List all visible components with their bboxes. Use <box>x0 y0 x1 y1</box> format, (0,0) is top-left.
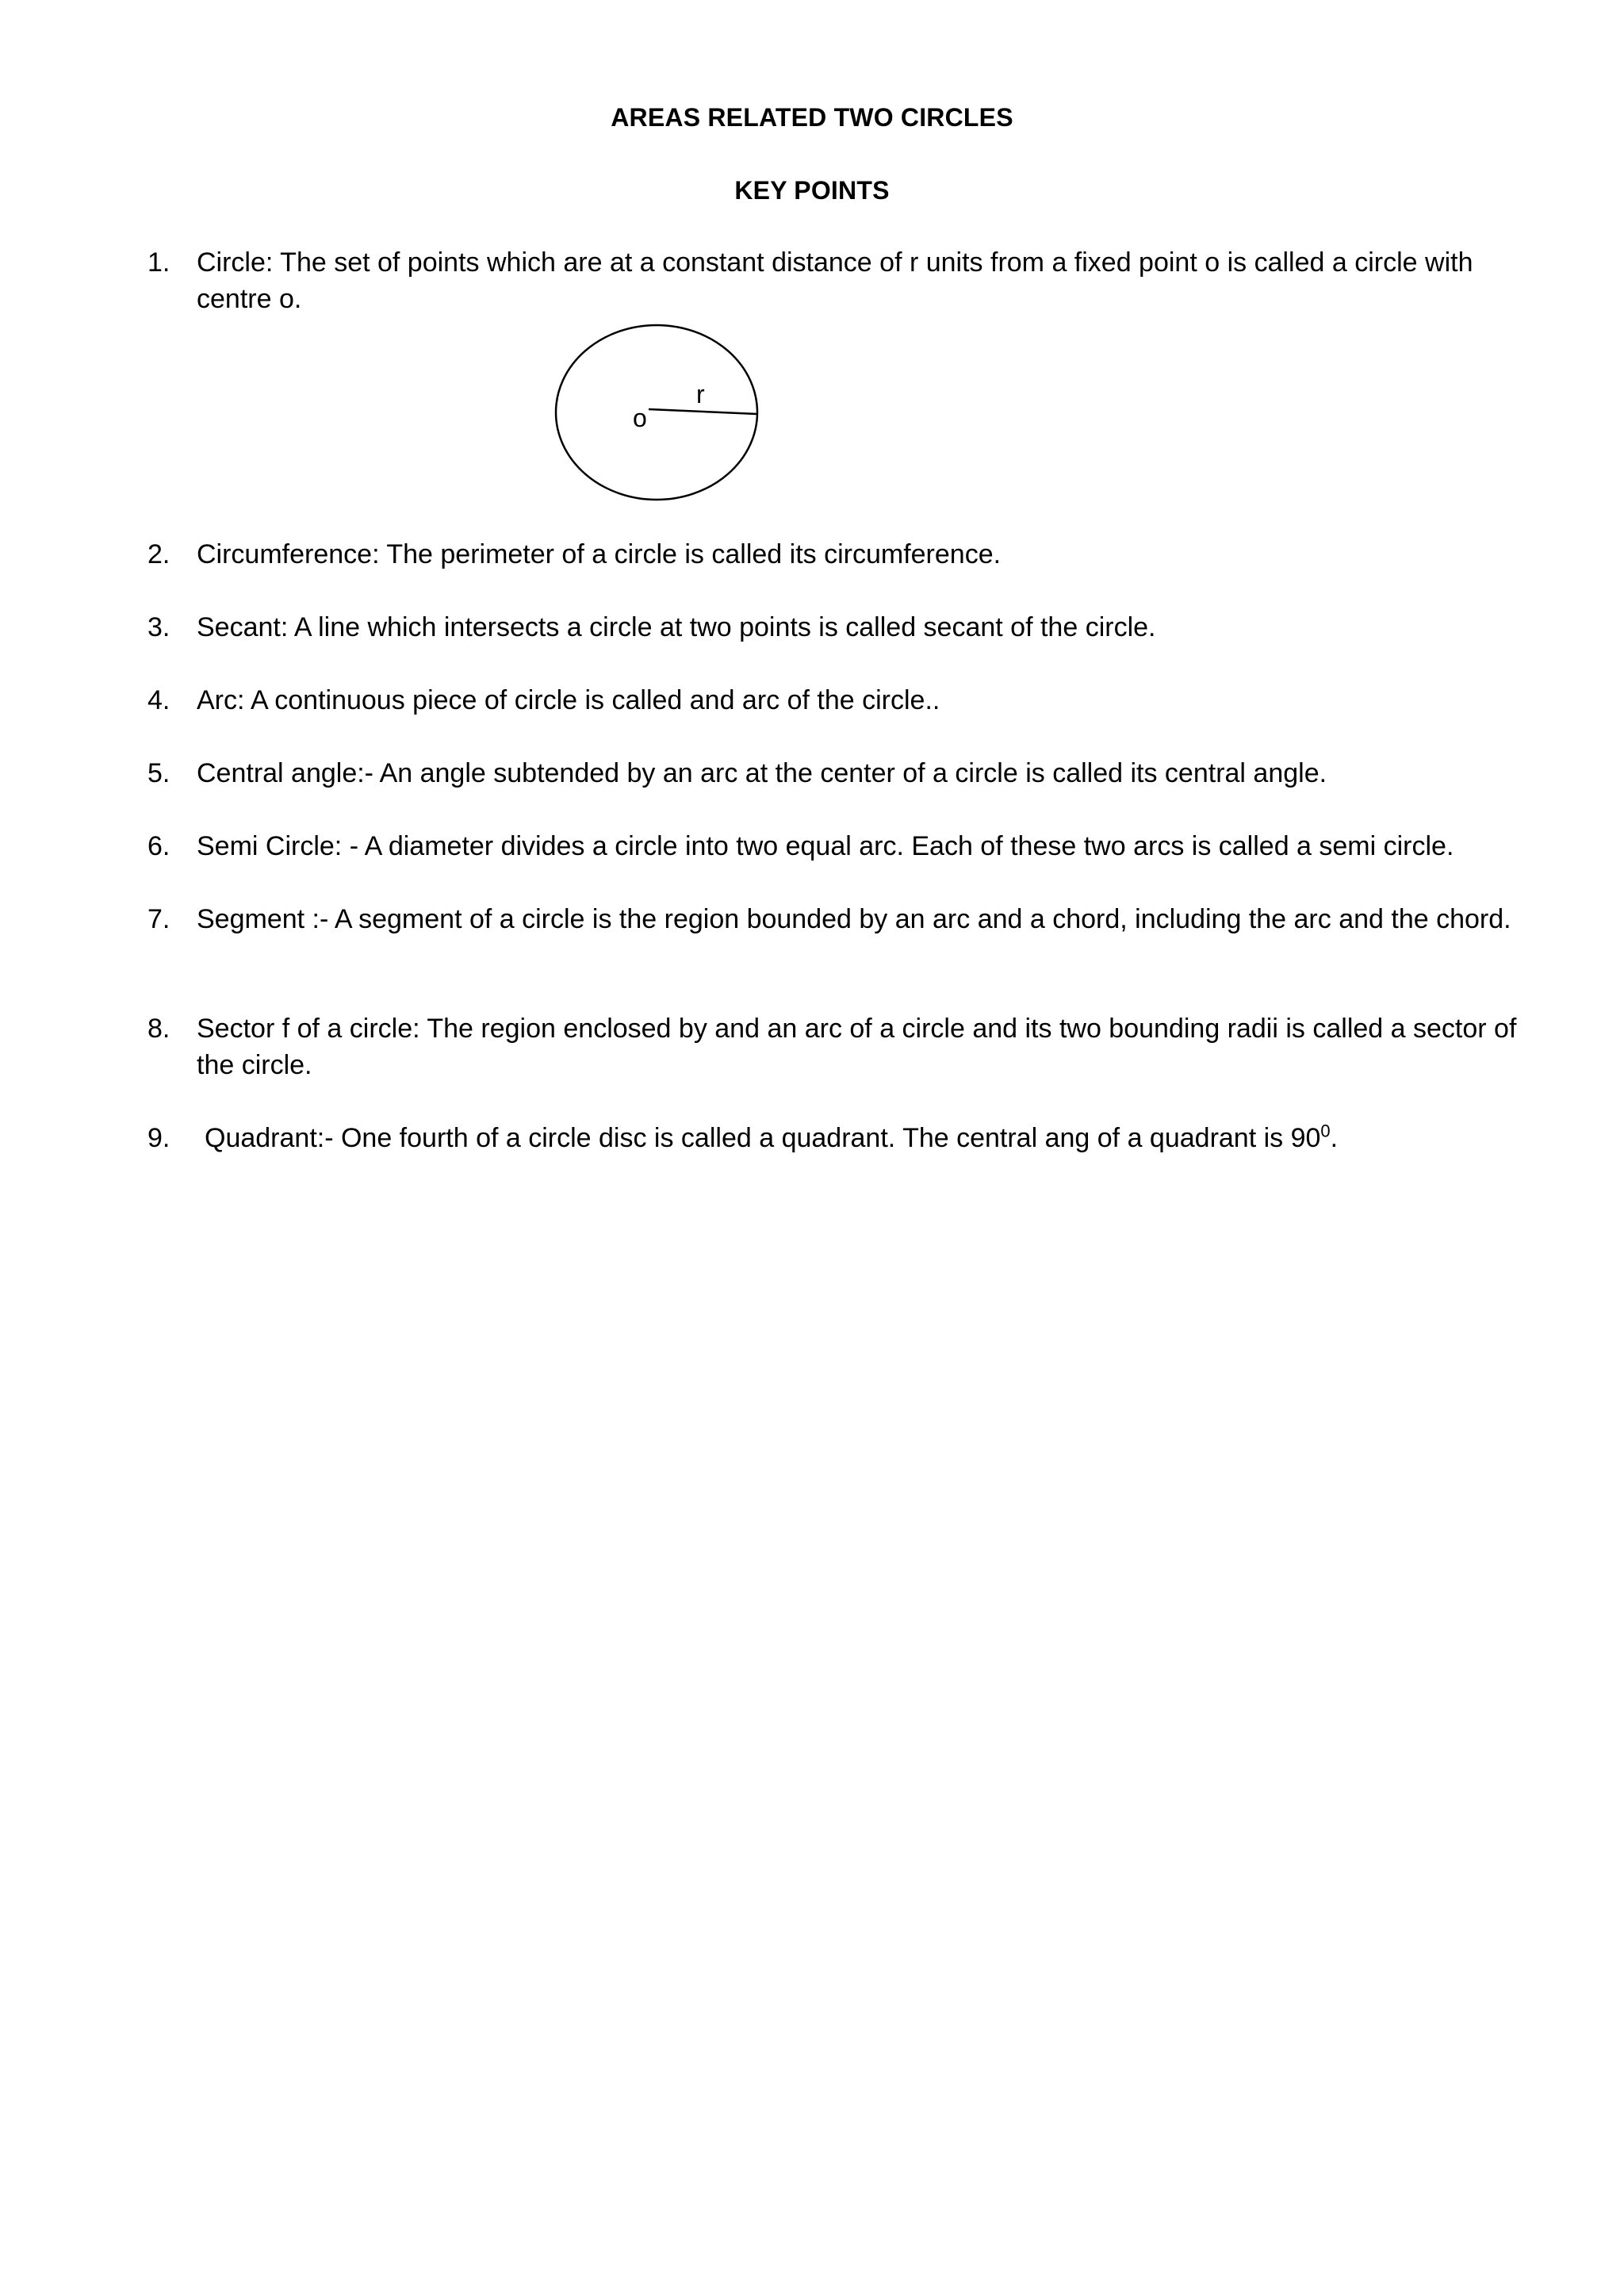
document-subtitle: KEY POINTS <box>734 176 890 205</box>
list-item-number: 3. <box>147 612 170 642</box>
quadrant-text: Quadrant:- One fourth of a circle disc is called a quadrant. The central ang of a quadrant is 90 <box>205 1123 1321 1153</box>
list-item-text: Secant: A line which intersects a circle at two points is called secant of the circle. <box>197 612 1156 642</box>
document-title: AREAS RELATED TWO CIRCLES <box>611 103 1013 132</box>
quadrant-suffix: . <box>1330 1123 1339 1153</box>
list-item-number: 5. <box>147 758 170 788</box>
list-item-text: Semi Circle: - A diameter divides a circle into two equal arc. Each of these two arcs is called a semi circle. <box>197 831 1454 861</box>
radius-label: r <box>696 380 705 408</box>
list-item <box>147 609 1519 646</box>
circle-diagram <box>547 317 769 508</box>
list-item <box>147 536 1519 573</box>
list-item-number: 1. <box>147 247 170 278</box>
list-item-number: 6. <box>147 831 170 861</box>
radius-line <box>649 409 757 414</box>
list-item-text: Circumference: The perimeter of a circle is called its circumference. <box>197 539 1002 569</box>
degree-superscript: 0 <box>1320 1121 1331 1141</box>
list-item-number: 7. <box>147 904 170 934</box>
list-item <box>147 244 1519 317</box>
list-item-number: 9. <box>147 1123 170 1153</box>
list-item <box>147 1010 1519 1083</box>
list-item <box>147 755 1519 792</box>
list-item-text: Central angle:- An angle subtended by an arc at the center of a circle is called its central angle. <box>197 758 1327 788</box>
list-item-number: 4. <box>147 685 170 715</box>
list-item-text: Arc: A continuous piece of circle is called and arc of the circle.. <box>197 685 940 715</box>
list-item <box>147 682 1519 719</box>
centre-label: o <box>633 404 647 432</box>
list-item-text: Segment :- A segment of a circle is the region bounded by an arc and a chord, including the arc and the chord. <box>197 904 1511 934</box>
list-item <box>147 828 1519 864</box>
list-item-number: 2. <box>147 539 170 569</box>
list-item-number: 8. <box>147 1014 170 1044</box>
list-item-text <box>205 1120 1519 1156</box>
list-item <box>147 901 1519 937</box>
list-item-text: Sector f of a circle: The region enclosed by and an arc of a circle and its two bounding radii is called a sector of the circle. <box>197 1014 1517 1080</box>
list-item-text: Circle: The set of points which are at a constant distance of r units from a fixed point o is called a circle with centre o. <box>197 247 1473 314</box>
list-item <box>147 1120 1519 1156</box>
